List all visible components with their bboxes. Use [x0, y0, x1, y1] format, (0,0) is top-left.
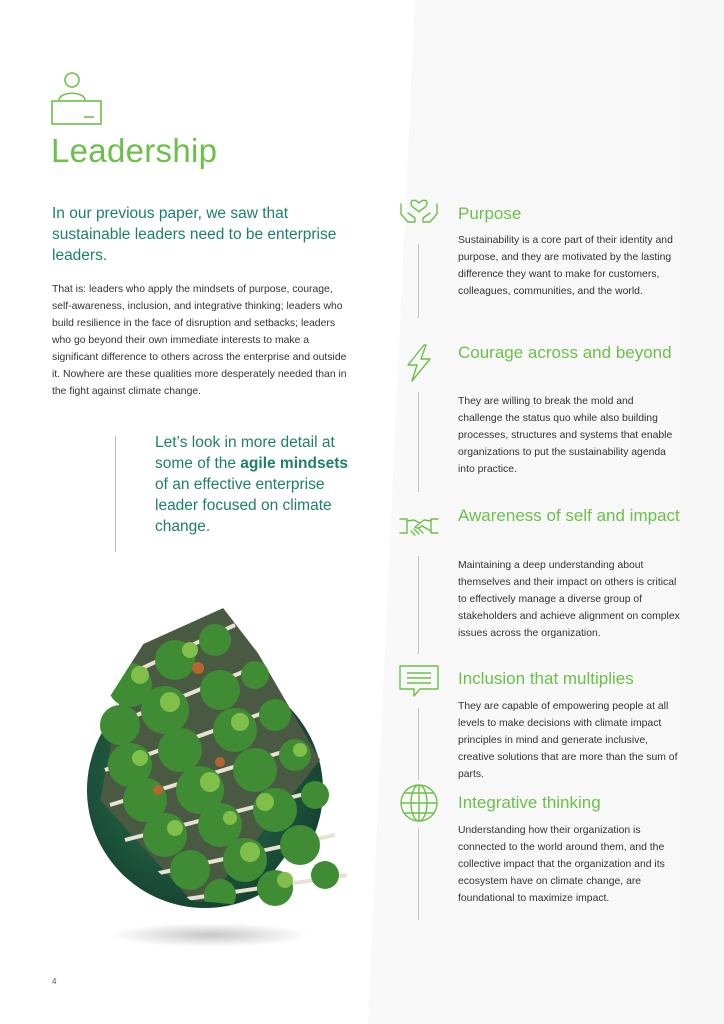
globe-icon [398, 783, 440, 823]
mindset-divider [418, 244, 419, 318]
lead-paragraph: In our previous paper, we saw that sustainable leaders need to be enterprise leaders. [52, 205, 337, 264]
quote-text-end: of an effective enterprise leader focused on climate change. [155, 476, 332, 535]
quote-divider [115, 436, 116, 552]
mindset-text-purpose: Sustainability is a core part of their identity and purpose, and they are motivated by the lasting difference they want to make for customers, colleagues, communities, and the world. [458, 235, 673, 297]
person-at-desk-icon [50, 70, 110, 126]
mindset-title-purpose: Purpose [458, 204, 522, 223]
mindset-text-inclusion: They are capable of empowering people at all levels to make decisions with climate impact principles in mind and generate inclusive, creative solutions that are more than the sum of parts. [458, 701, 678, 780]
quote-emphasis: agile mindsets [240, 455, 348, 472]
mindset-divider [418, 708, 419, 780]
hands-heart-icon [398, 196, 440, 236]
page-number: 4 [52, 977, 57, 986]
page-title: Leadership [51, 132, 218, 169]
vertical-forest-building-image [70, 590, 370, 960]
mindset-text-awareness: Maintaining a deep understanding about themselves and their impact on others is critical to effectively manage a diverse group of stakeholders and achieve alignment on complex issues across the organization. [458, 560, 680, 639]
speech-bubble-icon [398, 663, 440, 703]
lightning-icon [398, 343, 440, 383]
mindset-text-courage: They are willing to break the mold and challenge the status quo while also building processes, structures and systems that enable organizations to put the sustainability agenda into practice. [458, 396, 673, 475]
pull-quote [155, 432, 365, 537]
quote-text-start: Let’s look in more detail at some of the [155, 434, 335, 472]
mindset-title-inclusion: Inclusion that multiplies [458, 669, 634, 688]
mindset-divider [418, 828, 419, 920]
handshake-icon [398, 508, 440, 548]
mindset-title-integrative: Integrative thinking [458, 793, 601, 812]
mindset-title-awareness: Awareness of self and impact [458, 506, 680, 525]
mindset-divider [418, 392, 419, 492]
mindset-divider [418, 556, 419, 654]
mindset-title-courage: Courage across and beyond [458, 343, 672, 362]
mindset-text-integrative: Understanding how their organization is connected to the world around them, and the collective impact that the organization and its ecosystem have on climate change, are foundational to maximize impact. [458, 825, 665, 904]
body-paragraph: That is: leaders who apply the mindsets of purpose, courage, self-awareness, inclusion, and integrative thinking; leaders who build resilience in the face of disruption and setbacks; leaders who go beyond their own immediate interests to make a significant difference to others across the enterprise and outside it. Nowhere are these qualities more desperately needed than in the fight against climate change. [52, 284, 347, 397]
